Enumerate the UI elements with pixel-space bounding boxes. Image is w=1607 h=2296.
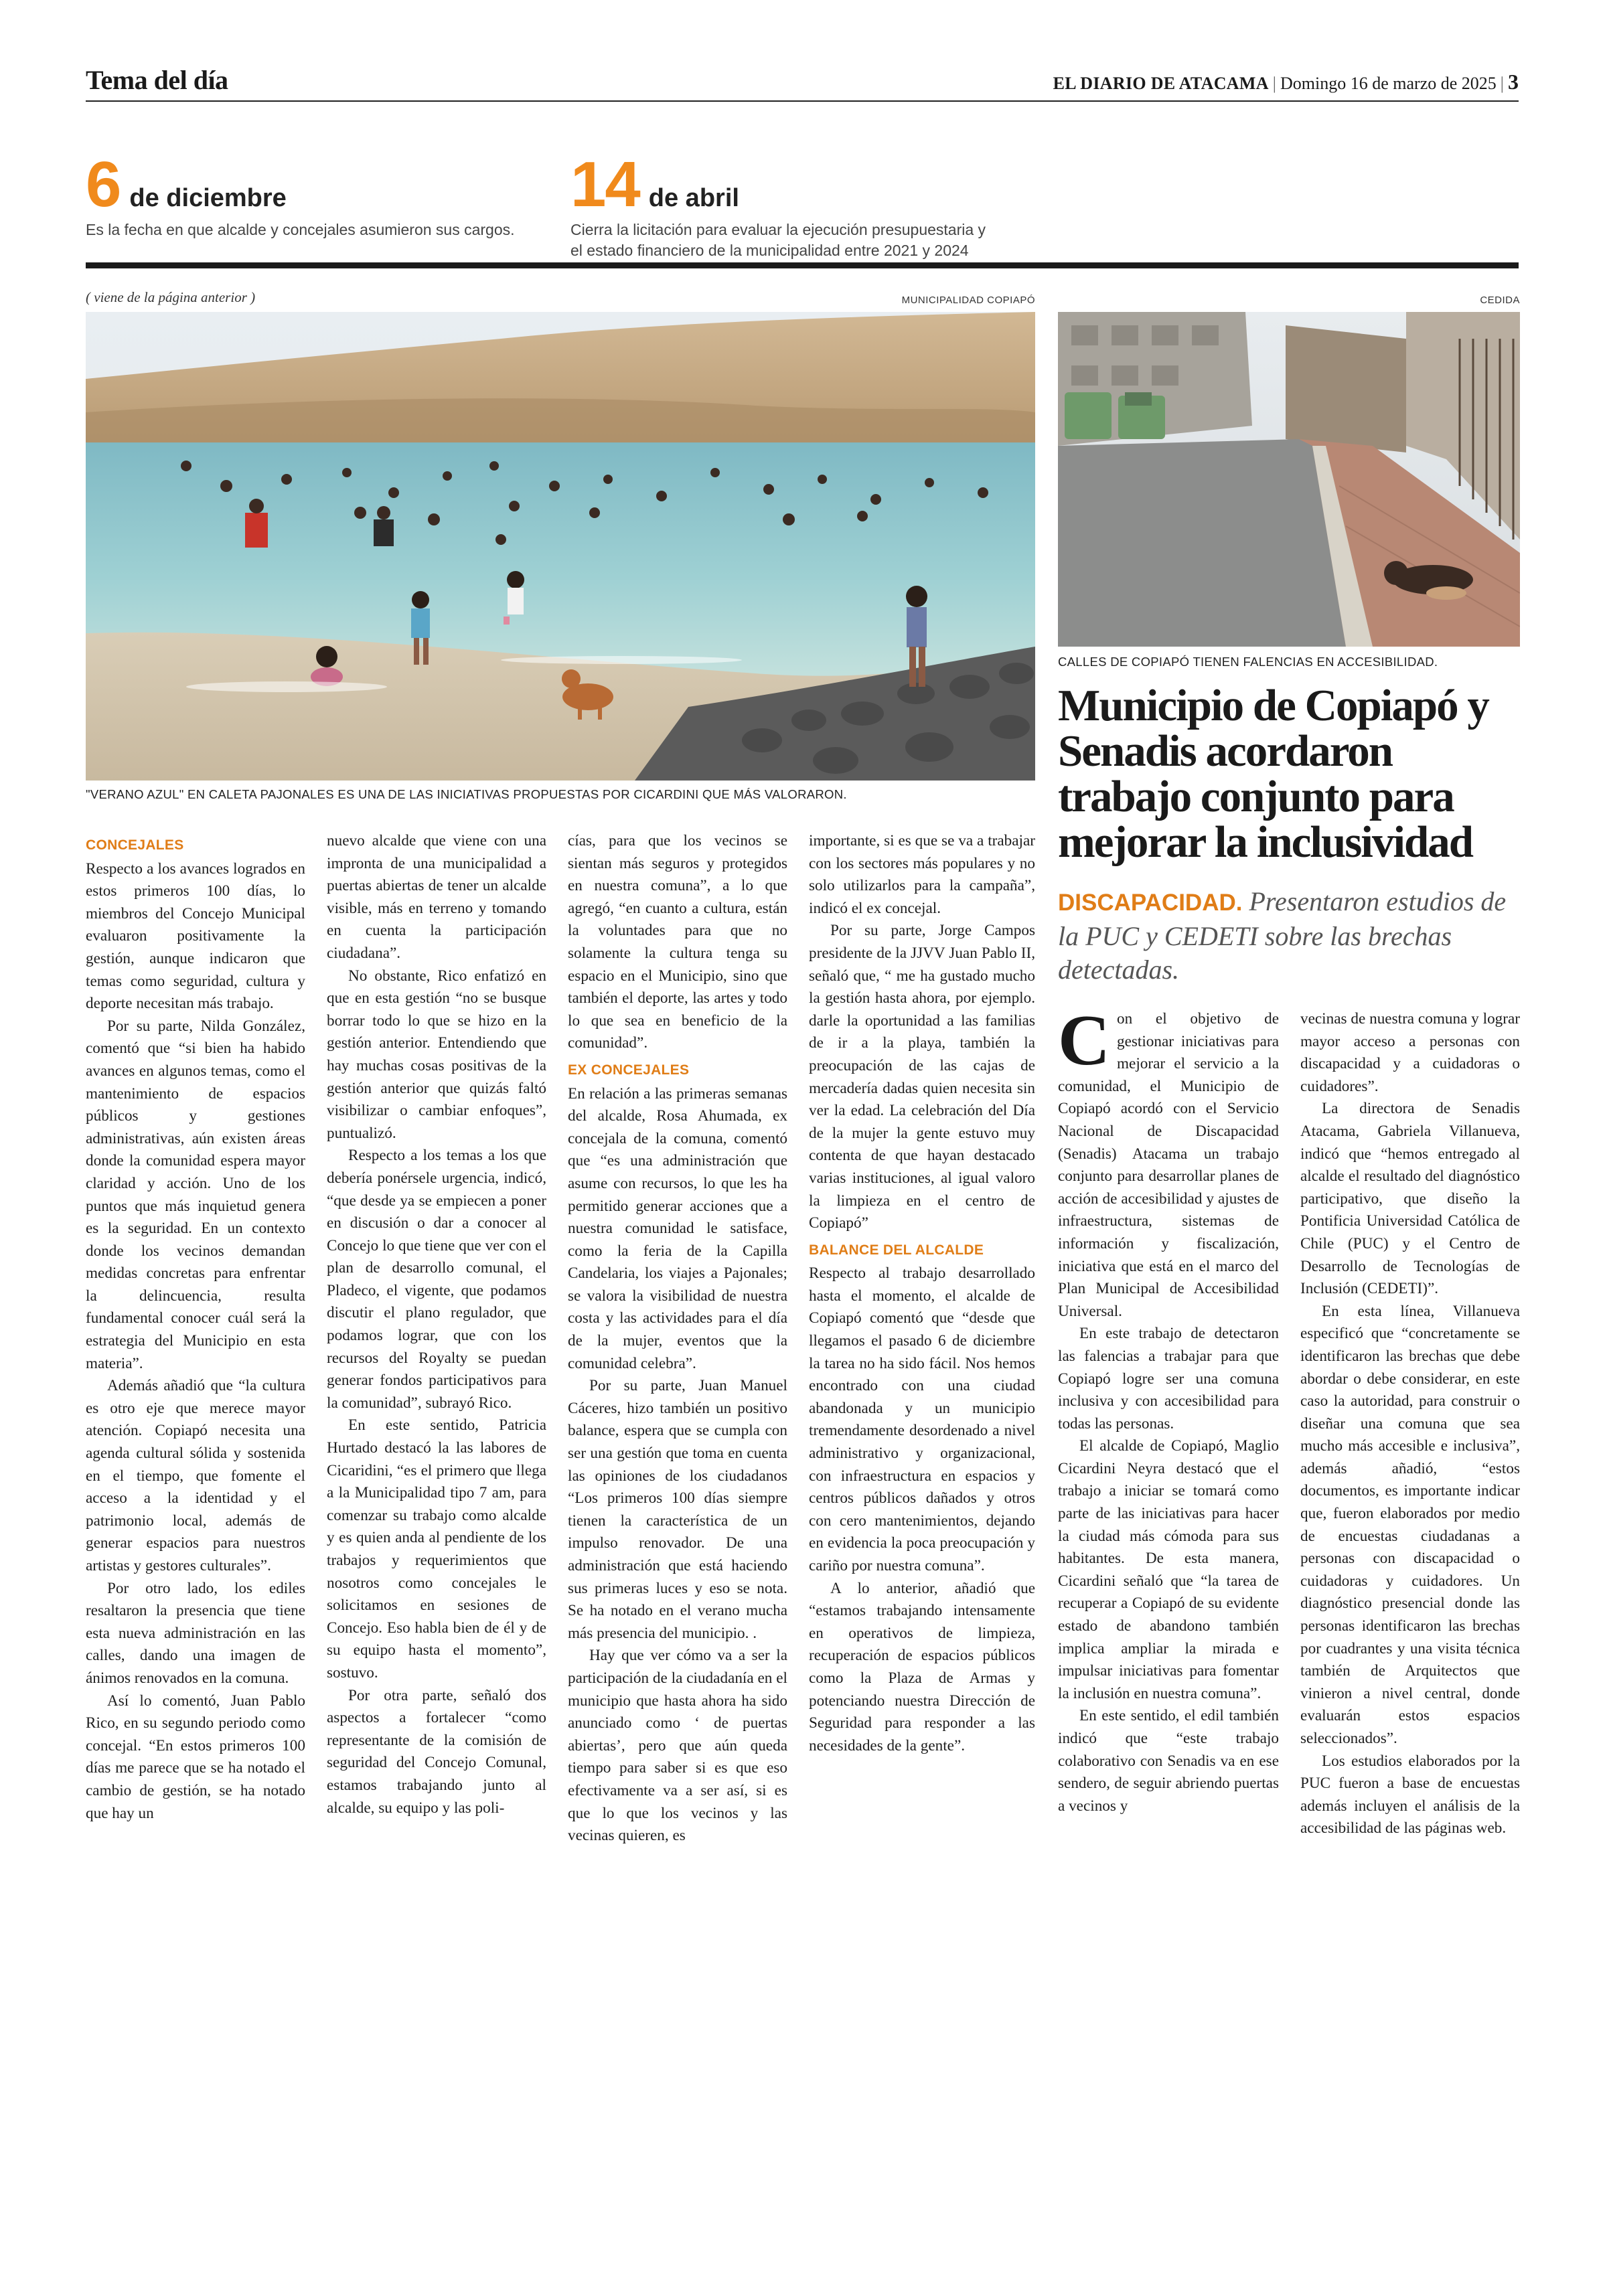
article-column-4 [809,830,1035,1757]
fact-label: de diciembre [129,184,287,212]
paragraph: En relación a las primeras semanas del alcalde, Rosa Ahumada, ex concejala de la comuna, comentó que “es una administración que asume con recursos, lo que les ha permitido generar acciones que a nuestra comunidad le satisface, como la feria de la Capilla Candelaria, los viajes a Pajonales; se valora la visibilidad de nuestra costa y las actividades para el día de la mujer, eventos que la comunidad celebra”. [568,1084,787,1372]
side-column-1 [1058,1001,1279,1817]
publication-name: EL DIARIO DE ATACAMA [1053,74,1269,93]
masthead: EL DIARIO DE ATACAMA | Domingo 16 de marzo de 2025 | 3 [1053,70,1519,94]
side-deck [1058,885,1520,987]
header-rule [86,100,1519,102]
fact-label: de abril [648,184,739,212]
fact-description-line: Cierra la licitación para evaluar la ejecución presupuestaria y [570,221,986,238]
subhead-concejales: CONCEJALES [86,837,184,853]
beach-photo [86,312,1035,781]
paragraph: Respecto a los temas a los que debería ponérsele urgencia, indicó, “que desde ya se empiecen a poner en discusión o dar a conocer al Concejo lo que tiene que ver con el plan de desarrollo comunal, el Pladeco, el vigente, que podamos discutir el plano regulador, que podamos lograr, que con los recursos del Royalty se puedan generar fondos participativos para la comunidad”, subrayó Rico. [327,1147,546,1412]
subhead-balance: BALANCE DEL ALCALDE [809,1242,984,1258]
paragraph: La directora de Senadis Atacama, Gabriela Villanueva, indicó que “hemos entregado al alcalde el resultado del diagnóstico participativo, que diseño la Pontificia Universidad Católica de Chile (PUC) y el Centro de Desarrollo de Tecnologías de Inclusión (CEDETI)”. [1300,1100,1520,1298]
fact-description: Es la fecha en que alcalde y concejales asumieron sus cargos. [86,221,515,238]
side-headline: Municipio de Copiapó y Senadis acordaron trabajo conjunto para mejorar la inclusividad [1058,681,1488,867]
fact-box-1 [86,149,554,240]
paragraph: A lo anterior, añadió que “estamos trabajando intensamente en operativos de limpieza, recuperación de espacios públicos como la Plaza de Armas y potenciando nuestra Dirección de Seguridad para responder a las necesidades de la gente”. [809,1579,1035,1754]
fact-number: 6 [86,149,121,220]
paragraph: Respecto a los avances logrados en estos primeros 100 días, lo miembros del Concejo Municipal evaluaron positivamente la gestión, aunque indicaron que temas como seguridad, cultura y deporte necesitan más trabajo. [86,859,305,1013]
fact-box-2 [570,149,1106,261]
paragraph: cías, para que los vecinos se sientan más seguros y protegidos en nuestra comuna”, a lo que agregó, “en cuanto a cultura, están la voluntades para que no solamente la cultura tenga su espacio en el Municipio, sino que también el deporte, las artes y todo lo que sea en beneficio de la comunidad”. [568,832,787,1052]
paragraph: Por otro lado, los ediles resaltaron la presencia que tiene esta nueva administración en las calles, dando una imagen de ánimos renovados en la comuna. [86,1579,305,1687]
deck-tag: DISCAPACIDAD. [1058,890,1243,916]
article-column-1 [86,830,305,1825]
side-photo-caption: CALLES DE COPIAPÓ TIENEN FALENCIAS EN ACCESIBILIDAD. [1058,655,1438,669]
article-column-2 [327,830,546,1819]
street-photo [1058,312,1520,647]
page-number: 3 [1508,70,1519,94]
article-column-3 [568,830,787,1848]
paragraph: Hay que ver cómo va a ser la participación de la ciudadanía en el municipio que hasta ahora ha sido anunciado como ‘ de puertas abiertas’, pero que aún queda tiempo para saber si es que eso efectivamente va a ser así, si es que lo que los vecinos y las vecinas quieren, es [568,1647,787,1845]
paragraph [1058,1001,1279,1323]
paragraph: En esta línea, Villanueva especificó que “concretamente se identificaron las brechas que debe abordar o debe considerar, en este caso la autoridad, para construir o diseñar una comuna que sea mucho más accesible e inclusiva”, además añadió, “estos documentos, es importante indicar que, fueron elaborados por medio de encuestas ciudadanas a personas con discapacidad o cuidadoras y cuidadores. Un diagnóstico presencial donde las personas identificaron las brechas por cuadrantes y una visita técnica también de Arquitectos que vinieron a nivel central, donde evaluarán estos espacios seleccionados”. [1300,1302,1520,1747]
section-divider [86,262,1519,268]
photo-credit: MUNICIPALIDAD COPIAPÓ [901,295,1035,306]
lead-text: on el objetivo de gestionar iniciativas para mejorar el servicio a la comunidad, el Municipio de Copiapó acordó con el Servicio Nacional de Discapacidad (Senadis) Atacama un trabajo conjunto para desarrollar planes de acción de accesibilidad y ajustes de infraestructura, sistemas de información y fiscalización, iniciativa que está en el marco del Plan Municipal de Accesibilidad Universal. [1058,1010,1279,1320]
drop-cap: C [1058,1001,1110,1080]
paragraph: En este sentido, Patricia Hurtado destacó la las labores de Cicaridini, “es el primero que llega a la Municipalidad tipo 7 am, para comenzar su trabajo como alcalde y es quien anda al pendiente de los trabajos y requerimientos que nosotros como concejales le solicitamos en sesiones de Concejo. Eso habla bien de él y de su equipo hasta el momento”, sostuvo. [327,1416,546,1682]
issue-date: Domingo 16 de marzo de 2025 [1280,74,1497,93]
paragraph: nuevo alcalde que viene con una impronta de una municipalidad a puertas abiertas de tener un alcalde visible, más en terreno y tomando en cuenta la participación ciudadana”. [327,832,546,962]
paragraph: Así lo comentó, Juan Pablo Rico, en su segundo periodo como concejal. “En estos primeros 100 días me parece que se ha notado el cambio de gestión, se ha notado que hay un [86,1692,305,1822]
subhead-ex-concejales: EX CONCEJALES [568,1062,690,1078]
side-column-2 [1300,1008,1520,1840]
paragraph: Respecto al trabajo desarrollado hasta el momento, el alcalde de Copiapó comentó que “desde que llegamos el pasado 6 de diciembre la tarea no ha sido fácil. Nos hemos encontrado con una ciudad abandonada y un municipio tremendamente desordenado a nivel administrativo y organizacional, con infraestructura en espacios y centros públicos dañados y otros con cero mantenimientos, dejando en evidencia la poca preocupación y cariño por nuestra comuna”. [809,1264,1035,1574]
deck-text: Presentaron estudios de la PUC y CEDETI sobre las brechas detectadas. [1058,886,1507,985]
fact-number: 14 [570,149,639,220]
paragraph: Por su parte, Juan Manuel Cáceres, hizo también un positivo balance, espera que se cumpla con ser una gestión que toma en cuenta las opiniones de los ciudadanos “Los primeros 100 días siempre tienen la característica de un impulso renovador. De una administración que está haciendo sus primeras luces y eso se nota. Se ha notado en el verano mucha más presencia del municipio. . [568,1377,787,1642]
photo-caption: "VERANO AZUL" EN CALETA PAJONALES ES UNA DE LAS INICIATIVAS PROPUESTAS POR CICARDINI QUE MÁS VALORARON. [86,787,847,801]
side-photo-credit: CEDIDA [1480,295,1520,306]
section-label: Tema del día [86,65,228,95]
paragraph: El alcalde de Copiapó, Maglio Cicardini Neyra destacó que el trabajo a iniciar se tomará como parte de las iniciativas para hacer la ciudad más cómoda para sus habitantes. De esta manera, Cicardini señaló que “la tarea de recuperar a Copiapó de su evidente estado de abandono también implica ampliar la mirada e impulsar iniciativas para fomentar la inclusión en nuestra comuna”. [1058,1437,1279,1702]
paragraph: Por su parte, Jorge Campos presidente de la JJVV Juan Pablo II, señaló que, “ me ha gustado mucho la gestión hasta ahora, por ejemplo. darle la oportunidad a las familias de ir a la playa, también la preocupación de las cajas de mercadería dadas quien necesita sin ver la edad. La celebración del Día de la mujer la gente estuvo muy contenta de que hayan destacado varias instituciones, al igual valoro la limpieza en el centro de Copiapó” [809,922,1035,1232]
paragraph: En este sentido, el edil también indicó que “este trabajo colaborativo con Senadis va en ese sendero, de seguir abriendo puertas a vecinos y [1058,1707,1279,1815]
paragraph: Los estudios elaborados por la PUC fueron a base de encuestas además incluyen el análisis de la accesibilidad de las páginas web. [1300,1752,1520,1837]
continued-note: ( viene de la página anterior ) [86,289,256,305]
paragraph: Además añadió que “la cultura es otro eje que merece mayor atención. Copiapó necesita una agenda cultural sólida y sostenida en el tiempo, que fomente el acceso a la identidad y el patrimonio local, además de generar espacios para nuestros artistas y gestores culturales”. [86,1377,305,1574]
paragraph: Por otra parte, señaló dos aspectos a fortalecer “como representante de la comisión de seguridad del Concejo Comunal, estamos trabajando junto al alcalde, su equipo y las poli- [327,1686,546,1817]
fact-description-line: el estado financiero de la municipalidad entre 2021 y 2024 [570,242,969,259]
paragraph: Por su parte, Nilda González, comentó que “si bien ha habido avances en algunos temas, como el mantenimiento de espacios públicos y gestiones administrativas, aún existen áreas donde la comunidad espera mayor claridad y acción. Uno de los puntos que más inquietud genera es la seguridad. En un contexto donde los vecinos demandan medidas concretas para enfrentar la delincuencia, resulta fundamental conocer cuál será la estrategia del Municipio en esta materia”. [86,1017,305,1372]
paragraph: vecinas de nuestra comuna y lograr mayor acceso a personas con discapacidad y a cuidadoras o cuidadores”. [1300,1010,1520,1095]
paragraph: En este trabajo de detectaron las falencias a trabajar para que Copiapó logre ser una comuna inclusiva y con accesibilidad para todas las personas. [1058,1325,1279,1432]
paragraph: No obstante, Rico enfatizó en que en esta gestión “no se busque borrar todo lo que se hizo en la gestión anterior. Entendiendo que hay muchas cosas positivas de la gestión anterior que quizás faltó visibilizar o cambiar enfoques”, puntualizó. [327,967,546,1142]
paragraph: importante, si es que se va a trabajar con los sectores más populares y no solo utilizarlos para la campaña”, indicó el ex concejal. [809,832,1035,917]
